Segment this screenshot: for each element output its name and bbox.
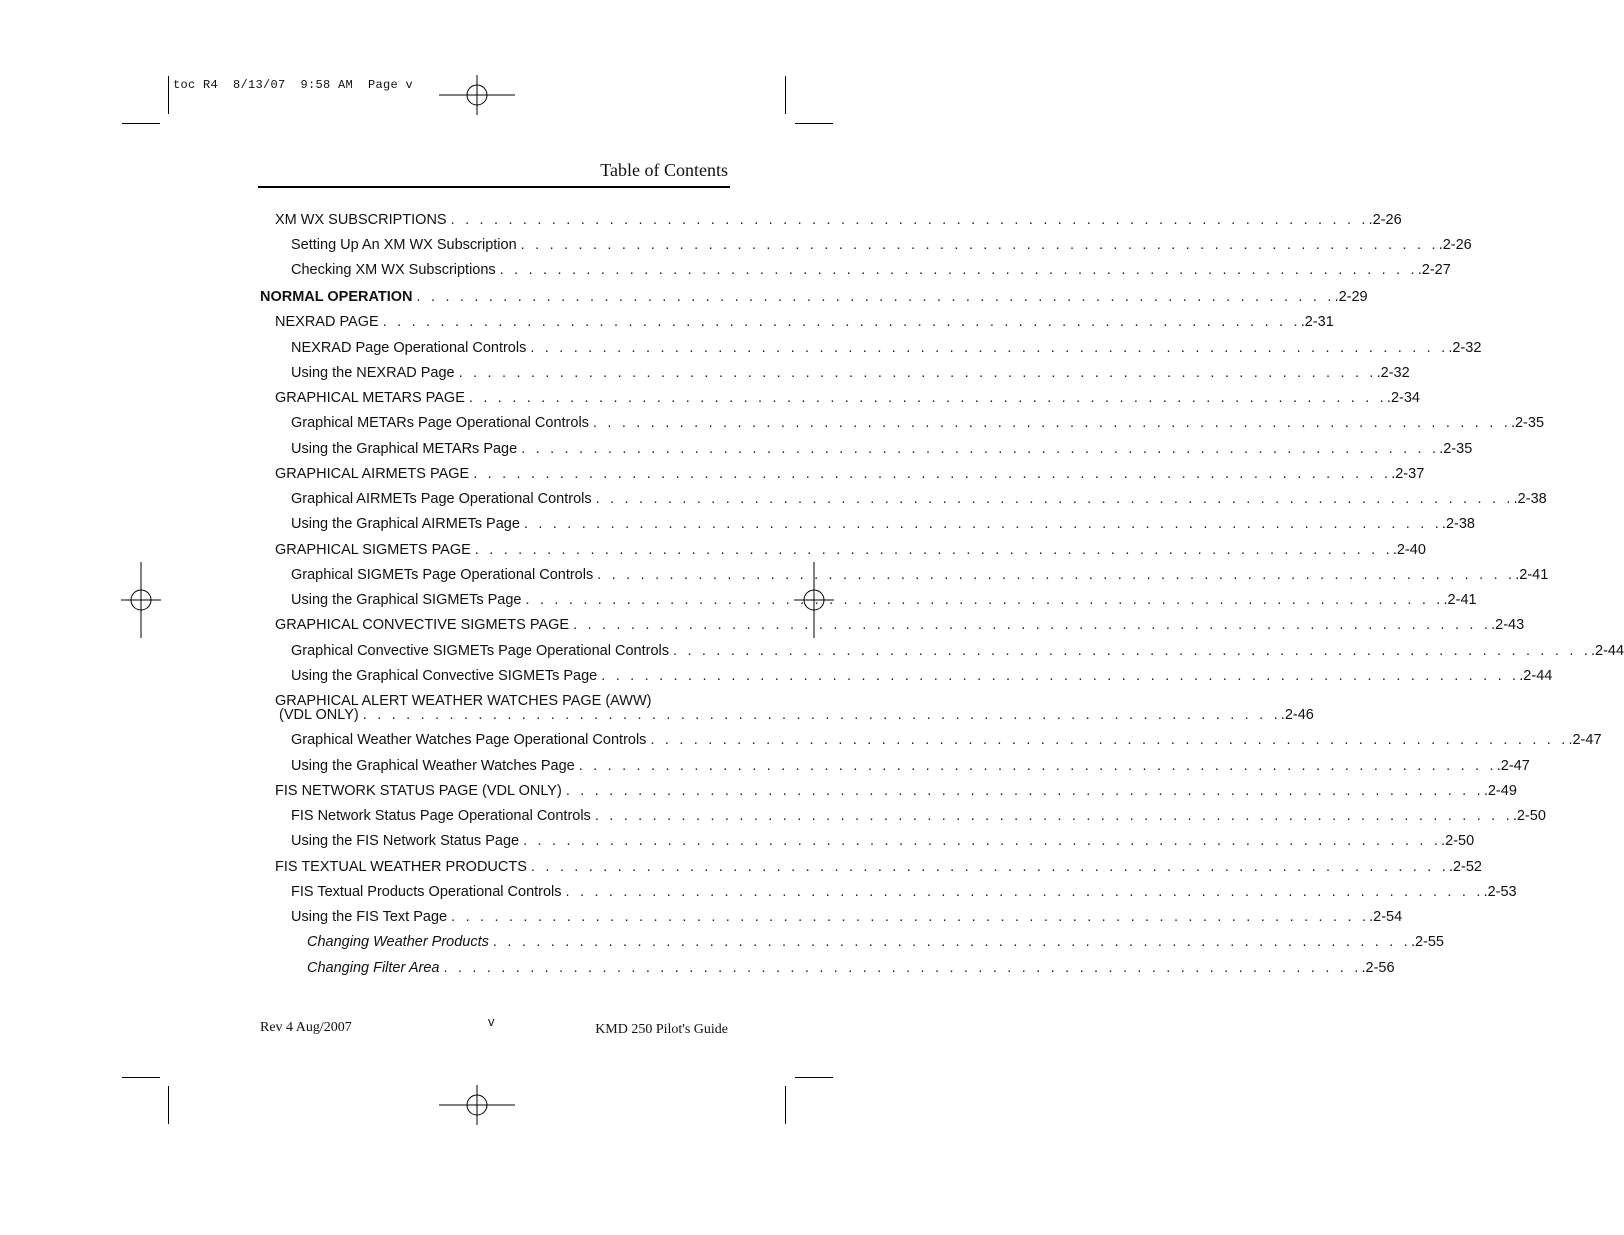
toc-entry[interactable] (275, 542, 1426, 558)
toc-entry-label: Graphical Convective SIGMETs Page Operational Controls (291, 643, 669, 659)
dot-leader: . . . . . . . . . . . . . . . . . . . . . . . . . . . . . . . . . . . . . . . . . . . . . . . . . . . . . . . . . . . . . . . . (672, 643, 1592, 659)
toc-entry[interactable] (291, 884, 1517, 900)
toc-entry-label: Using the FIS Text Page (291, 909, 448, 925)
toc-entry-label: Using the Graphical Convective SIGMETs Page (291, 668, 598, 684)
toc-entry[interactable] (291, 516, 1475, 532)
toc-entry-page: .2-26 (1368, 212, 1402, 228)
toc-entry-label: Setting Up An XM WX Subscription (291, 237, 517, 253)
toc-entry[interactable] (275, 390, 1420, 406)
toc-entry-page: .2-40 (1392, 542, 1426, 558)
toc-entry-page: .2-53 (1483, 884, 1517, 900)
toc-entry-label: XM WX SUBSCRIPTIONS (275, 212, 447, 228)
toc-entry-label: Using the Graphical Weather Watches Page (291, 758, 575, 774)
toc-entry[interactable] (275, 617, 1525, 633)
dot-leader: . . . . . . . . . . . . . . . . . . . . . . . . . . . . . . . . . . . . . . . . . . . . . . . . . . . . . . . . . . . . . . . . (601, 668, 1520, 684)
toc-entry[interactable] (291, 833, 1475, 849)
toc-entry-label: FIS Network Status Page Operational Controls (291, 808, 591, 824)
dot-leader: . . . . . . . . . . . . . . . . . . . . . . . . . . . . . . . . . . . . . . . . . . . . . . . . . . . . . . . . . . . . . . . . (525, 592, 1444, 608)
toc-entry[interactable] (291, 808, 1546, 824)
toc-entry[interactable] (291, 237, 1472, 253)
toc-entry-label: GRAPHICAL ALERT WEATHER WATCHES PAGE (AWW) (275, 693, 652, 709)
dot-leader: . . . . . . . . . . . . . . . . . . . . . . . . . . . . . . . . . . . . . . . . . . . . . . . . . . . . . . . . . . . . . . . . (530, 340, 1449, 356)
toc-entry-label: Using the Graphical SIGMETs Page (291, 592, 522, 608)
toc-entry[interactable] (291, 567, 1549, 583)
toc-entry-page: .2-50 (1512, 808, 1546, 824)
toc-entry[interactable] (307, 934, 1444, 950)
toc-entry-label: NORMAL OPERATION (260, 289, 413, 305)
dot-leader: . . . . . . . . . . . . . . . . . . . . . . . . . . . . . . . . . . . . . . . . . . . . . . . . . . . . . . . . . . . . . . . . (523, 516, 1442, 532)
toc-entry[interactable] (275, 212, 1402, 228)
toc-entry-page: .2-35 (1510, 415, 1545, 431)
toc-entry-page: .2-31 (1300, 314, 1334, 330)
toc-entry-label: Using the FIS Network Status Page (291, 833, 520, 849)
dot-leader: . . . . . . . . . . . . . . . . . . . . . . . . . . . . . . . . . . . . . . . . . . . . . . . . . . . . . . . . . . . . . . . . (416, 289, 1335, 305)
toc-entry[interactable] (291, 365, 1410, 381)
toc-entry-label: FIS NETWORK STATUS PAGE (VDL ONLY) (275, 783, 562, 799)
toc-entry-page: .2-35 (1439, 441, 1473, 457)
dot-leader: . . . . . . . . . . . . . . . . . . . . . . . . . . . . . . . . . . . . . . . . . . . . . . . . . . . . . . . . . . . . . . . . (492, 934, 1411, 950)
toc-entry-label: GRAPHICAL AIRMETS PAGE (275, 466, 470, 482)
toc-entry-page: .2-54 (1369, 909, 1403, 925)
toc-entry[interactable] (291, 758, 1530, 774)
toc-entry-label: GRAPHICAL SIGMETS PAGE (275, 542, 471, 558)
toc-entry-page: .2-44 (1591, 643, 1624, 659)
toc-entry[interactable] (291, 909, 1403, 925)
dot-leader: . . . . . . . . . . . . . . . . . . . . . . . . . . . . . . . . . . . . . . . . . . . . . . . . . . . . . . . . . . . . . . . . (382, 314, 1301, 330)
dot-leader: . . . . . . . . . . . . . . . . . . . . . . . . . . . . . . . . . . . . . . . . . . . . . . . . . . . . . . . . . . . . . . . . (597, 567, 1516, 583)
footer-guide-title: KMD 250 Pilot's Guide (595, 1022, 728, 1037)
dot-leader: . . . . . . . . . . . . . . . . . . . . . . . . . . . . . . . . . . . . . . . . . . . . . . . . . . . . . . . . . . . . . . . . (520, 237, 1439, 253)
dot-leader: . . . . . . . . . . . . . . . . . . . . . . . . . . . . . . . . . . . . . . . . . . . . . . . . . . . . . . . . . . . . . . . . (565, 884, 1484, 900)
toc-entry-page: .2-49 (1483, 783, 1517, 799)
toc-entry-page: .2-41 (1515, 567, 1549, 583)
toc-entry-page: .2-32 (1376, 365, 1410, 381)
toc-entry[interactable] (275, 859, 1482, 875)
toc-entry-page: .2-27 (1417, 262, 1451, 278)
dot-leader: . . . . . . . . . . . . . . . . . . . . . . . . . . . . . . . . . . . . . . . . . . . . . . . . . . . . . . . . . . . . . . . . (573, 617, 1492, 633)
toc-entry-page: .2-38 (1513, 491, 1547, 507)
toc-entry-label: Using the NEXRAD Page (291, 365, 455, 381)
toc-entry-page: .2-56 (1361, 960, 1395, 976)
toc-entry-label: Using the Graphical AIRMETs Page (291, 516, 520, 532)
toc-entry[interactable] (291, 668, 1553, 684)
dot-leader: . . . . . . . . . . . . . . . . . . . . . . . . . . . . . . . . . . . . . . . . . . . . . . . . . . . . . . . . . . . . . . . . (443, 960, 1362, 976)
toc-entry[interactable] (291, 340, 1482, 356)
toc-entry[interactable] (275, 314, 1334, 330)
toc-entry-label: Graphical SIGMETs Page Operational Controls (291, 567, 594, 583)
toc-entry[interactable] (291, 441, 1473, 457)
dot-leader: . . . . . . . . . . . . . . . . . . . . . . . . . . . . . . . . . . . . . . . . . . . . . . . . . . . . . . . . . . . . . . . . (450, 212, 1369, 228)
toc-entry-page: .2-52 (1448, 859, 1482, 875)
toc-entry[interactable] (275, 466, 1425, 482)
toc-entry[interactable] (307, 960, 1395, 976)
dot-leader: . . . . . . . . . . . . . . . . . . . . . . . . . . . . . . . . . . . . . . . . . . . . . . . . . . . . . . . . . . . . . . . . (595, 491, 1514, 507)
toc-entry[interactable] (291, 732, 1602, 748)
toc-entry-label: FIS TEXTUAL WEATHER PRODUCTS (275, 859, 527, 875)
page-title: Table of Contents (600, 160, 728, 180)
toc-entry-label: Using the Graphical METARs Page (291, 441, 518, 457)
dot-leader: . . . . . . . . . . . . . . . . . . . . . . . . . . . . . . . . . . . . . . . . . . . . . . . . . . . . . . . . . . . . . . . . (530, 859, 1449, 875)
toc-entry[interactable] (275, 783, 1517, 799)
toc-entry-page: .2-32 (1448, 340, 1482, 356)
toc-entry-page: .2-43 (1491, 617, 1525, 633)
footer-revision: Rev 4 Aug/2007 (260, 1020, 352, 1035)
toc-entry-page: .2-37 (1391, 466, 1425, 482)
toc-entry-page: .2-55 (1410, 934, 1444, 950)
dot-leader: . . . . . . . . . . . . . . . . . . . . . . . . . . . . . . . . . . . . . . . . . . . . . . . . . . . . . . . . . . . . . . . . (578, 758, 1497, 774)
toc-entry-label: GRAPHICAL CONVECTIVE SIGMETS PAGE (275, 617, 570, 633)
toc-entry-page: .2-34 (1386, 390, 1420, 406)
dot-leader: . . . . . . . . . . . . . . . . . . . . . . . . . . . . . . . . . . . . . . . . . . . . . . . . . . . . . . . . . . . . . . . . (473, 466, 1392, 482)
toc-entry-page: .2-38 (1441, 516, 1475, 532)
toc-entry-page: .2-41 (1443, 592, 1477, 608)
dot-leader: . . . . . . . . . . . . . . . . . . . . . . . . . . . . . . . . . . . . . . . . . . . . . . . . . . . . . . . . . . . . . . . . (362, 707, 1281, 723)
dot-leader: . . . . . . . . . . . . . . . . . . . . . . . . . . . . . . . . . . . . . . . . . . . . . . . . . . . . . . . . . . . . . . . . (474, 542, 1393, 558)
toc-entry-label: Graphical Weather Watches Page Operational Controls (291, 732, 647, 748)
toc-entry-label: Graphical AIRMETs Page Operational Controls (291, 491, 592, 507)
toc-entry[interactable] (291, 592, 1477, 608)
dot-leader: . . . . . . . . . . . . . . . . . . . . . . . . . . . . . . . . . . . . . . . . . . . . . . . . . . . . . . . . . . . . . . . . (499, 262, 1418, 278)
toc-entry-label: Checking XM WX Subscriptions (291, 262, 496, 278)
toc-entry[interactable] (291, 262, 1451, 278)
toc-entry[interactable] (291, 415, 1545, 431)
toc-entry-label: NEXRAD Page Operational Controls (291, 340, 527, 356)
print-slug: toc R4 8/13/07 9:58 AM Page v (173, 78, 414, 92)
toc-entry-label: Changing Filter Area (307, 960, 440, 976)
dot-leader: . . . . . . . . . . . . . . . . . . . . . . . . . . . . . . . . . . . . . . . . . . . . . . . . . . . . . . . . . . . . . . . . (468, 390, 1387, 406)
toc-entry-label: FIS Textual Products Operational Controls (291, 884, 562, 900)
dot-leader: . . . . . . . . . . . . . . . . . . . . . . . . . . . . . . . . . . . . . . . . . . . . . . . . . . . . . . . . . . . . . . . . (523, 833, 1442, 849)
toc-entry-label: Graphical METARs Page Operational Controls (291, 415, 589, 431)
toc-entry-page: .2-29 (1334, 289, 1368, 305)
toc-entry-page: .2-46 (1280, 707, 1314, 723)
dot-leader: . . . . . . . . . . . . . . . . . . . . . . . . . . . . . . . . . . . . . . . . . . . . . . . . . . . . . . . . . . . . . . . . (565, 783, 1484, 799)
toc-entry[interactable] (260, 289, 1368, 305)
toc-entry-label: (VDL ONLY) (279, 707, 359, 723)
toc-entry[interactable] (279, 707, 1314, 723)
toc-entry-label: Changing Weather Products (307, 934, 489, 950)
page-number: v (488, 1014, 495, 1029)
toc-entry[interactable] (291, 643, 1624, 659)
dot-leader: . . . . . . . . . . . . . . . . . . . . . . . . . . . . . . . . . . . . . . . . . . . . . . . . . . . . . . . . . . . . . . . . (592, 415, 1511, 431)
dot-leader: . . . . . . . . . . . . . . . . . . . . . . . . . . . . . . . . . . . . . . . . . . . . . . . . . . . . . . . . . . . . . . . . (521, 441, 1440, 457)
toc-entry-page: .2-47 (1568, 732, 1602, 748)
dot-leader: . . . . . . . . . . . . . . . . . . . . . . . . . . . . . . . . . . . . . . . . . . . . . . . . . . . . . . . . . . . . . . . . (650, 732, 1569, 748)
toc-entry-page: .2-50 (1441, 833, 1475, 849)
toc-entry[interactable] (291, 491, 1547, 507)
toc-entry-page: .2-44 (1519, 668, 1553, 684)
toc-entry-page: .2-47 (1496, 758, 1530, 774)
toc-entry-label: NEXRAD PAGE (275, 314, 379, 330)
toc-entry-page: .2-26 (1438, 237, 1472, 253)
dot-leader: . . . . . . . . . . . . . . . . . . . . . . . . . . . . . . . . . . . . . . . . . . . . . . . . . . . . . . . . . . . . . . . . (451, 909, 1370, 925)
toc-entry-label: GRAPHICAL METARS PAGE (275, 390, 465, 406)
dot-leader: . . . . . . . . . . . . . . . . . . . . . . . . . . . . . . . . . . . . . . . . . . . . . . . . . . . . . . . . . . . . . . . . (458, 365, 1377, 381)
dot-leader: . . . . . . . . . . . . . . . . . . . . . . . . . . . . . . . . . . . . . . . . . . . . . . . . . . . . . . . . . . . . . . . . (594, 808, 1513, 824)
